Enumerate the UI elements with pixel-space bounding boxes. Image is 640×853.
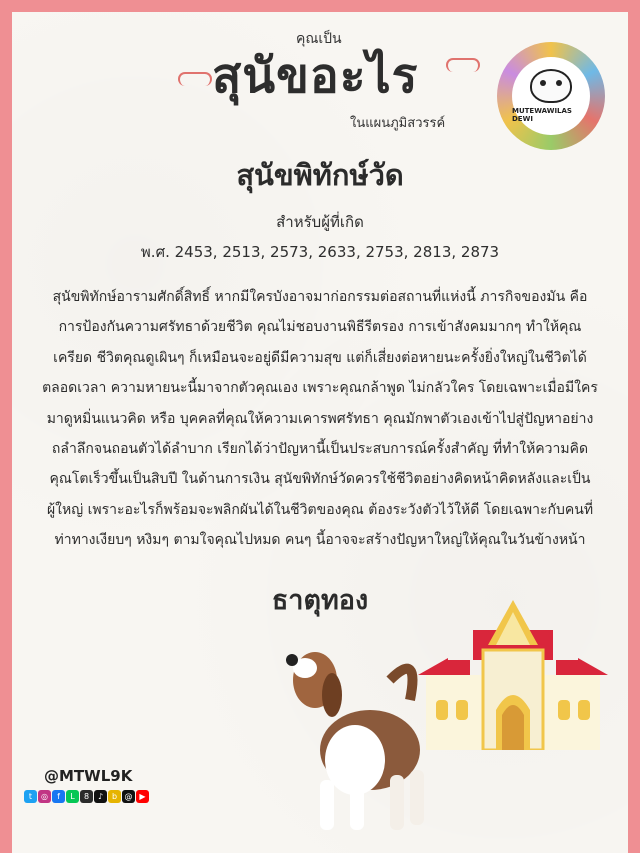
birth-years: พ.ศ. 2453, 2513, 2573, 2633, 2753, 2813, 2873: [140, 243, 500, 261]
line-icon[interactable]: L: [66, 790, 79, 803]
lemon8-icon[interactable]: 8: [80, 790, 93, 803]
facebook-icon[interactable]: f: [52, 790, 65, 803]
element-label: ธาตุทอง: [271, 585, 369, 616]
social-icons-row: [24, 790, 149, 803]
social-handle: @MTWL9K: [44, 767, 133, 785]
description-line: การป้องกันความศรัทธาด้วยชีวิต คุณไม่ชอบงานพิธีรีตรอง การเข้าสังคมมากๆ ทำให้คุณ: [58, 319, 582, 336]
tiger-face-icon: [530, 69, 572, 103]
description-line: เครียด ชีวิตคุณดูเผินๆ ก็เหมือนจะอยู่ดีมีความสุข แต่ก็เสี่ยงต่อหายนะครั้งยิ่งใหญ่ในชีวิตได้: [53, 349, 587, 366]
tiktok-icon[interactable]: ♪: [94, 790, 107, 803]
page-title: สุนัขพิทักษ์วัด: [236, 158, 404, 192]
header-top-text: คุณเป็น: [296, 31, 342, 47]
description-line: มาดูหมิ่นแนวคิด หรือ บุคคลที่คุณให้ความเคารพศรัทธา คุณมักพาตัวเองเข้าไปสู่ปัญหาอย่าง: [46, 410, 594, 427]
subtitle: สำหรับผู้ที่เกิด: [276, 213, 364, 231]
description-line: ถลำลึกจนถอนตัวได้ลำบาก เรียกได้ว่าปัญหานี้เป็นประสบการณ์ครั้งสำคัญ ที่ทำให้ความคิด: [51, 441, 589, 458]
description-line: ผู้ใหญ่ เพราะอะไรก็พร้อมจะพลิกผันได้ในชีวิตของคุณ ต้องระวังตัวไว้ให้ดี โดยเฉพาะกับคนที่: [46, 501, 594, 518]
description-line: ท่าทางเงียบๆ หงิมๆ ตามใจคุณไปหมด คนๆ นี้อาจจะสร้างปัญหาใหญ่ให้คุณในวันข้างหน้า: [54, 532, 586, 549]
cloud-left-icon: [178, 72, 212, 86]
header-title: สุนัขอะไร: [212, 48, 419, 104]
description: [28, 282, 612, 556]
logo-text: MUTEWAWILAS DEWI: [512, 107, 572, 123]
twitter-icon[interactable]: t: [24, 790, 37, 803]
youtube-icon[interactable]: ▶: [136, 790, 149, 803]
instagram-icon[interactable]: ◎: [38, 790, 51, 803]
beagle-dog-illustration: [270, 640, 460, 840]
brand-logo: [497, 42, 605, 150]
header-subtitle: ในแผนภูมิสวรรค์: [350, 116, 446, 131]
description-line: ตลอดเวลา ความหายนะนี้มาจากตัวคุณเอง เพราะคุณกล้าพูด ไม่กลัวใคร โดยเฉพาะเมื่อมีใคร: [42, 380, 598, 397]
cloud-right-icon: [446, 58, 480, 72]
description-line: คุณโตเร็วขึ้นเป็นสิบปี ในด้านการเงิน สุนัขพิทักษ์วัดควรใช้ชีวิตอย่างคิดหน้าคิดหลังและเป็น: [49, 471, 591, 488]
description-line: สุนัขพิทักษ์อารามศักดิ์สิทธิ์ หากมีใครบังอาจมาก่อกรรมต่อสถานที่แห่งนี้ ภารกิจของมัน คือ: [52, 289, 588, 305]
threads-icon[interactable]: @: [122, 790, 135, 803]
blockdit-icon[interactable]: b: [108, 790, 121, 803]
